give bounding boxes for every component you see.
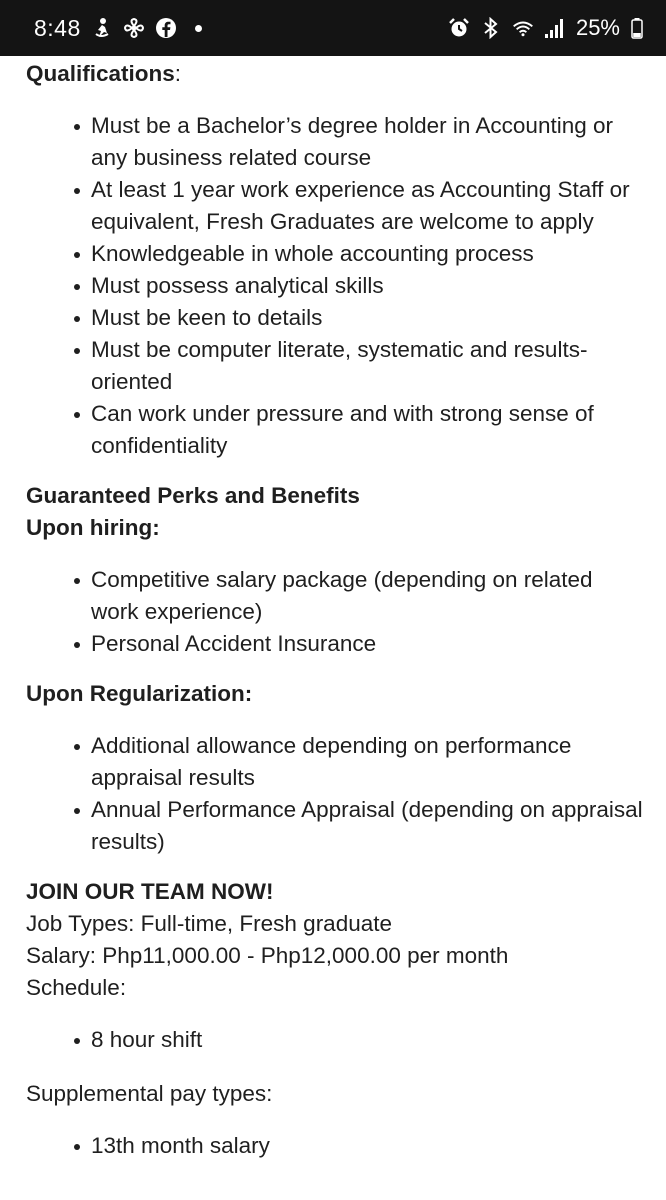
list-item: Must possess analytical skills (26, 270, 646, 302)
list-item: 13th month salary (26, 1130, 646, 1162)
status-time: 8:48 (34, 14, 81, 41)
list-item: Competitive salary package (depending on related work experience) (26, 564, 646, 628)
upon-regularization-heading: Upon Regularization: (26, 681, 253, 706)
list-item: At least 1 year work experience as Accounting Staff or equivalent, Fresh Graduates are welcome to apply (26, 174, 646, 238)
list-item: Can work under pressure and with strong sense of confidentiality (26, 398, 646, 462)
list-item: 8 hour shift (26, 1024, 646, 1056)
status-bar (0, 0, 666, 56)
upon-regularization-list (26, 730, 646, 858)
qualifications-list (26, 110, 646, 462)
supplemental-pay-list (26, 1130, 646, 1162)
join-heading: JOIN OUR TEAM NOW! (26, 879, 274, 904)
job-types: Job Types: Full-time, Fresh graduate (26, 911, 392, 936)
qualifications-heading: Qualifications: (26, 61, 182, 86)
list-item: Must be computer literate, systematic and results-oriented (26, 334, 646, 398)
status-bar-left (34, 15, 202, 42)
signal-icon (544, 17, 566, 39)
status-bar-right (448, 15, 644, 41)
supplemental-pay-label: Supplemental pay types: (26, 1081, 273, 1106)
battery-icon (630, 17, 644, 39)
schedule-list (26, 1024, 646, 1056)
list-item: Annual Performance Appraisal (depending on appraisal results) (26, 794, 646, 858)
facebook-icon (155, 17, 177, 39)
upon-hiring-list (26, 564, 646, 660)
job-post-content (26, 58, 646, 1162)
upon-hiring-heading: Upon hiring: (26, 515, 160, 540)
list-item: Must be keen to details (26, 302, 646, 334)
wifi-icon (512, 17, 534, 39)
pinwheel-icon (123, 17, 145, 39)
schedule-label: Schedule: (26, 975, 127, 1000)
bluetooth-icon (480, 17, 502, 39)
perks-heading: Guaranteed Perks and Benefits (26, 483, 360, 508)
person-running-icon (91, 17, 113, 39)
salary: Salary: Php11,000.00 - Php12,000.00 per month (26, 943, 509, 968)
list-item: Knowledgeable in whole accounting process (26, 238, 646, 270)
list-item: Additional allowance depending on performance appraisal results (26, 730, 646, 794)
list-item: Personal Accident Insurance (26, 628, 646, 660)
dot-icon (195, 25, 202, 32)
alarm-icon (448, 17, 470, 39)
list-item: Must be a Bachelor’s degree holder in Accounting or any business related course (26, 110, 646, 174)
battery-percent: 25% (575, 15, 620, 40)
